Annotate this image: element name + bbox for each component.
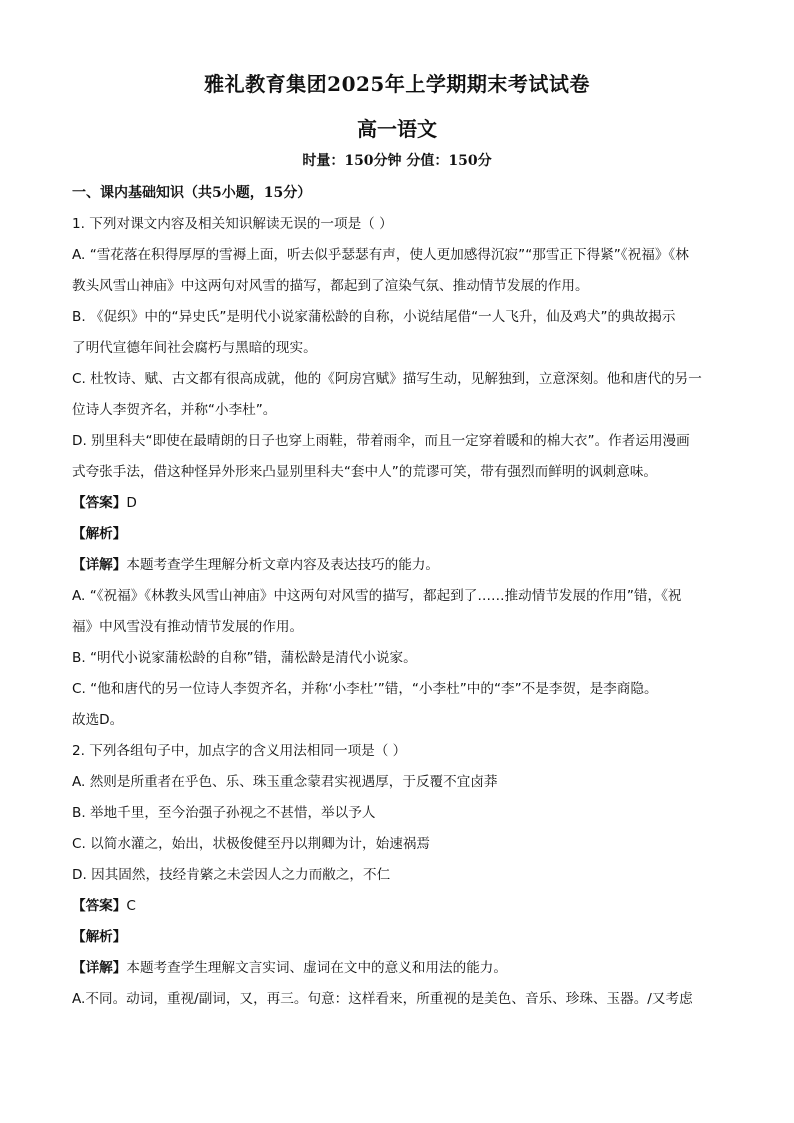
question-1-option-b-line2: 了明代宣德年间社会腐朽与黑暗的现实。 — [72, 340, 317, 356]
question-1-analysis — [72, 524, 728, 544]
question-1-explanation-a-line1: A. “《祝福》《林教头风雪山神庙》中这两句对风雪的描写，都起到了……推动情节发展的作用”错，《祝 — [72, 588, 682, 604]
question-1-stem: 1. 下列对课文内容及相关知识解读无误的一项是（ ） — [72, 216, 393, 232]
question-2-answer — [72, 896, 728, 916]
exam-meta: 时量：150分钟 分值：150分 — [302, 153, 492, 169]
question-1-answer — [72, 493, 728, 513]
question-1-option-c-line1: C. 杜牧诗、赋、古文都有很高成就，他的《阿房宫赋》描写生动，见解独到，立意深刻。他和唐代的另一 — [72, 371, 702, 387]
question-2-option-a: A. 然则是所重者在乎色、乐、珠玉重念蒙君实视遇厚，于反覆不宜卤莽 — [72, 774, 498, 790]
question-1-option-d-line2: 式夸张手法，借这种怪异外形来凸显别里科夫“套中人”的荒谬可笑，带有强烈而鲜明的讽刺意味。 — [72, 464, 658, 480]
detail-label: 【详解】 — [72, 557, 127, 573]
question-1-option-c-line2: 位诗人李贺齐名，并称“小李杜”。 — [72, 402, 277, 418]
question-2-option-d: D. 因其固然，技经肯綮之未尝因人之力而敝之，不仁 — [72, 867, 391, 883]
question-1-option-a-line2: 教头风雪山神庙》中这两句对风雪的描写，都起到了渲染气氛、推动情节发展的作用。 — [72, 278, 589, 294]
answer-value: D — [126, 495, 137, 511]
analysis-label: 【解析】 — [72, 526, 127, 542]
question-1-option-b-line1: B. 《促织》中的“异史氏”是明代小说家蒲松龄的自称，小说结尾借“一人飞升，仙及鸡犬”的典故揭示 — [72, 309, 676, 325]
analysis-label: 【解析】 — [72, 929, 127, 945]
question-1-detail — [72, 555, 728, 575]
question-1-option-a-line1: A. “雪花落在积得厚厚的雪褥上面，听去似乎瑟瑟有声，使人更加感得沉寂”“那雪正下得紧”《祝福》《林 — [72, 247, 689, 263]
question-2-option-c: C. 以简水灌之，始出，状极俊健至丹以荆卿为计，始速祸焉 — [72, 836, 430, 852]
question-2-detail — [72, 958, 728, 978]
question-2-explanation-a: A.不同。动词，重视/副词，又，再三。句意：这样看来，所重视的是美色、音乐、珍珠、玉器。/又考虑 — [72, 991, 693, 1007]
exam-subject: 高一语文 — [357, 117, 437, 141]
detail-text: 本题考查学生理解分析文章内容及表达技巧的能力。 — [126, 557, 440, 573]
exam-title: 雅礼教育集团2025年上学期期末考试试卷 — [204, 72, 590, 96]
answer-label: 【答案】 — [72, 898, 127, 914]
question-1-option-d-line1: D. 别里科夫“即使在最晴朗的日子也穿上雨鞋，带着雨伞，而且一定穿着暖和的棉大衣”。作者运用漫画 — [72, 433, 690, 449]
question-1-explanation-b: B. “明代小说家蒲松龄的自称”错，蒲松龄是清代小说家。 — [72, 650, 417, 666]
answer-label: 【答案】 — [72, 495, 127, 511]
answer-value: C — [126, 898, 136, 914]
question-1-explanation-a-line2: 福》中风雪没有推动情节发展的作用。 — [72, 619, 304, 635]
question-1-conclusion: 故选D。 — [72, 712, 124, 728]
question-2-analysis — [72, 927, 728, 947]
question-2-option-b: B. 举地千里，至今治强子孙视之不甚惜，举以予人 — [72, 805, 376, 821]
detail-text: 本题考查学生理解文言实词、虚词在文中的意义和用法的能力。 — [126, 960, 507, 976]
question-1-explanation-c: C. “他和唐代的另一位诗人李贺齐名，并称‘小李杜’”错，“小李杜”中的“李”不是李贺，是李商隐。 — [72, 681, 658, 697]
detail-label: 【详解】 — [72, 960, 127, 976]
section-heading: 一、课内基础知识（共5小题，15分） — [72, 185, 312, 201]
question-2-stem: 2. 下列各组句子中，加点字的含义用法相同一项是（ ） — [72, 743, 407, 759]
